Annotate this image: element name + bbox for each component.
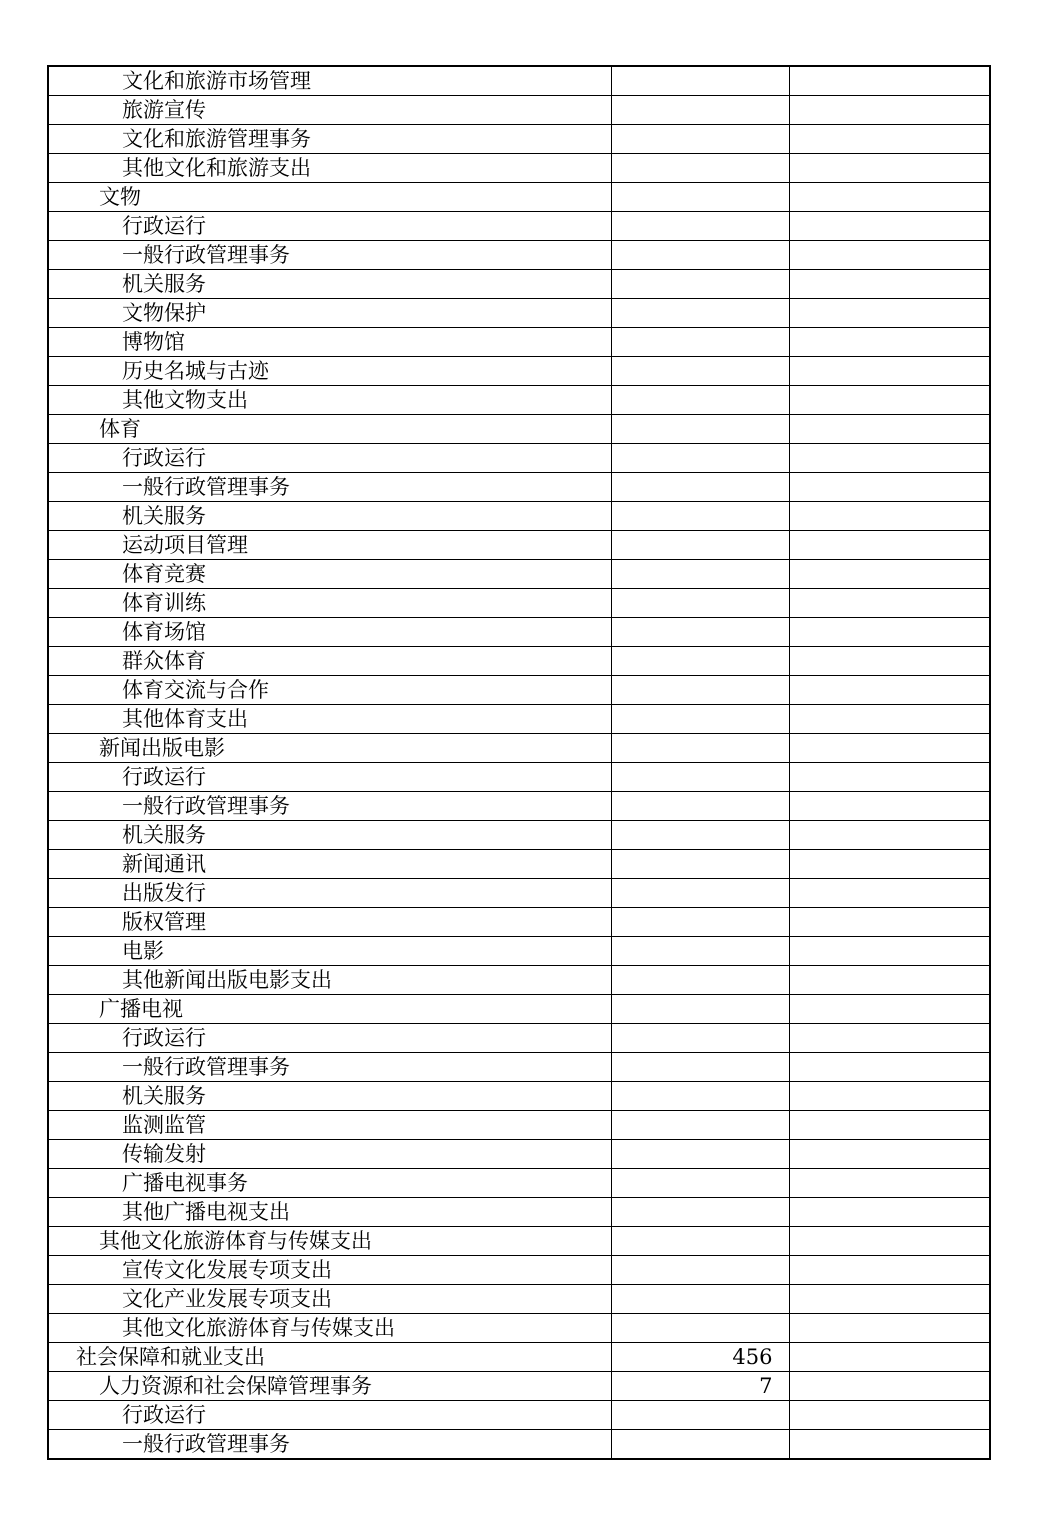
table-row [48,1169,990,1198]
row-extra [789,676,990,705]
row-category-name: 行政运行 [48,212,611,241]
table-row [48,328,990,357]
row-amount [611,473,789,502]
row-amount: 7 [611,1372,789,1401]
table-row [48,183,990,212]
row-category-name: 其他文化和旅游支出 [48,154,611,183]
row-amount [611,792,789,821]
table-row [48,1372,990,1401]
row-category-name: 其他文化旅游体育与传媒支出 [48,1314,611,1343]
row-category-name: 旅游宣传 [48,96,611,125]
row-amount [611,415,789,444]
table-row [48,502,990,531]
row-amount [611,444,789,473]
row-extra [789,1198,990,1227]
table-row [48,212,990,241]
row-extra [789,995,990,1024]
row-extra [789,531,990,560]
row-extra [789,183,990,212]
table-row [48,821,990,850]
row-category-name: 机关服务 [48,821,611,850]
row-category-name: 广播电视事务 [48,1169,611,1198]
row-category-name: 历史名城与古迹 [48,357,611,386]
table-row [48,96,990,125]
table-row [48,1314,990,1343]
row-amount [611,560,789,589]
row-amount [611,270,789,299]
row-amount [611,1024,789,1053]
row-amount [611,1111,789,1140]
table-row [48,473,990,502]
table-row [48,792,990,821]
row-category-name: 一般行政管理事务 [48,1430,611,1460]
row-extra [789,1111,990,1140]
row-extra [789,357,990,386]
row-amount [611,1082,789,1111]
table-row [48,1401,990,1430]
row-extra [789,763,990,792]
row-category-name: 一般行政管理事务 [48,1053,611,1082]
row-extra [789,618,990,647]
row-extra [789,154,990,183]
row-amount [611,589,789,618]
row-amount [611,299,789,328]
row-category-name: 文化产业发展专项支出 [48,1285,611,1314]
row-extra [789,1082,990,1111]
table-row [48,879,990,908]
row-extra [789,1285,990,1314]
row-category-name: 新闻出版电影 [48,734,611,763]
row-amount [611,1053,789,1082]
row-extra [789,1227,990,1256]
row-extra [789,415,990,444]
table-row [48,589,990,618]
row-amount: 456 [611,1343,789,1372]
row-amount [611,995,789,1024]
row-amount [611,183,789,212]
row-category-name: 其他体育支出 [48,705,611,734]
row-category-name: 体育场馆 [48,618,611,647]
row-extra [789,705,990,734]
row-category-name: 行政运行 [48,1024,611,1053]
row-extra [789,792,990,821]
table-row [48,850,990,879]
row-amount [611,1140,789,1169]
table-row [48,1053,990,1082]
row-category-name: 人力资源和社会保障管理事务 [48,1372,611,1401]
row-amount [611,937,789,966]
table-row [48,241,990,270]
table-row [48,415,990,444]
row-category-name: 一般行政管理事务 [48,792,611,821]
table-row [48,1285,990,1314]
row-extra [789,821,990,850]
row-category-name: 新闻通讯 [48,850,611,879]
row-category-name: 广播电视 [48,995,611,1024]
row-amount [611,705,789,734]
table-row [48,125,990,154]
table-row [48,270,990,299]
row-extra [789,560,990,589]
row-extra [789,908,990,937]
row-amount [611,1285,789,1314]
row-amount [611,125,789,154]
row-amount [611,154,789,183]
row-extra [789,299,990,328]
row-amount [611,96,789,125]
row-category-name: 体育交流与合作 [48,676,611,705]
row-amount [611,1169,789,1198]
row-category-name: 文物 [48,183,611,212]
table-row [48,995,990,1024]
row-amount [611,212,789,241]
row-amount [611,531,789,560]
table-row [48,1082,990,1111]
table-row [48,618,990,647]
row-category-name: 群众体育 [48,647,611,676]
table-row [48,386,990,415]
table-row [48,444,990,473]
row-extra [789,241,990,270]
row-category-name: 电影 [48,937,611,966]
row-extra [789,212,990,241]
row-extra [789,734,990,763]
row-amount [611,647,789,676]
row-extra [789,1401,990,1430]
row-category-name: 体育竞赛 [48,560,611,589]
row-extra [789,328,990,357]
table-row [48,560,990,589]
row-amount [611,1401,789,1430]
row-amount [611,821,789,850]
row-category-name: 其他新闻出版电影支出 [48,966,611,995]
row-category-name: 社会保障和就业支出 [48,1343,611,1372]
row-amount [611,676,789,705]
row-amount [611,1198,789,1227]
row-amount [611,1314,789,1343]
row-category-name: 传输发射 [48,1140,611,1169]
row-amount [611,908,789,937]
row-category-name: 一般行政管理事务 [48,241,611,270]
table-row [48,1024,990,1053]
row-amount [611,1227,789,1256]
row-category-name: 运动项目管理 [48,531,611,560]
row-extra [789,1314,990,1343]
table-row [48,154,990,183]
row-extra [789,270,990,299]
row-category-name: 一般行政管理事务 [48,473,611,502]
row-category-name: 其他文物支出 [48,386,611,415]
row-amount [611,502,789,531]
row-amount [611,763,789,792]
row-category-name: 行政运行 [48,444,611,473]
row-category-name: 文物保护 [48,299,611,328]
row-category-name: 博物馆 [48,328,611,357]
row-extra [789,937,990,966]
row-extra [789,879,990,908]
row-category-name: 机关服务 [48,270,611,299]
row-amount [611,386,789,415]
row-amount [611,1256,789,1285]
row-category-name: 其他文化旅游体育与传媒支出 [48,1227,611,1256]
table-row [48,734,990,763]
row-extra [789,966,990,995]
row-amount [611,241,789,270]
row-category-name: 机关服务 [48,502,611,531]
table-row [48,763,990,792]
row-category-name: 出版发行 [48,879,611,908]
row-category-name: 文化和旅游管理事务 [48,125,611,154]
row-extra [789,1372,990,1401]
table-row [48,1198,990,1227]
table-row [48,647,990,676]
table-row [48,1111,990,1140]
row-amount [611,879,789,908]
row-amount [611,66,789,96]
row-extra [789,1053,990,1082]
row-category-name: 版权管理 [48,908,611,937]
row-extra [789,850,990,879]
row-category-name: 体育 [48,415,611,444]
row-extra [789,96,990,125]
table-row [48,908,990,937]
budget-table [47,65,991,1460]
row-category-name: 机关服务 [48,1082,611,1111]
row-extra [789,1430,990,1460]
row-amount [611,966,789,995]
table-row [48,357,990,386]
row-amount [611,734,789,763]
table-row [48,676,990,705]
row-extra [789,444,990,473]
table-row [48,705,990,734]
row-extra [789,1343,990,1372]
row-extra [789,502,990,531]
row-category-name: 体育训练 [48,589,611,618]
table-row [48,66,990,96]
table-row [48,937,990,966]
budget-table-body [48,66,990,1459]
row-extra [789,66,990,96]
row-extra [789,589,990,618]
row-category-name: 文化和旅游市场管理 [48,66,611,96]
row-extra [789,473,990,502]
row-amount [611,850,789,879]
table-row [48,531,990,560]
table-row [48,299,990,328]
row-category-name: 其他广播电视支出 [48,1198,611,1227]
row-amount [611,328,789,357]
row-extra [789,1140,990,1169]
row-amount [611,357,789,386]
table-row [48,1227,990,1256]
row-extra [789,1169,990,1198]
row-amount [611,618,789,647]
row-extra [789,125,990,154]
row-category-name: 监测监管 [48,1111,611,1140]
table-row [48,1430,990,1460]
row-extra [789,647,990,676]
table-row [48,1140,990,1169]
table-row [48,966,990,995]
row-extra [789,1024,990,1053]
row-category-name: 行政运行 [48,763,611,792]
row-category-name: 宣传文化发展专项支出 [48,1256,611,1285]
row-extra [789,386,990,415]
table-row [48,1256,990,1285]
row-extra [789,1256,990,1285]
row-category-name: 行政运行 [48,1401,611,1430]
row-amount [611,1430,789,1460]
table-row [48,1343,990,1372]
